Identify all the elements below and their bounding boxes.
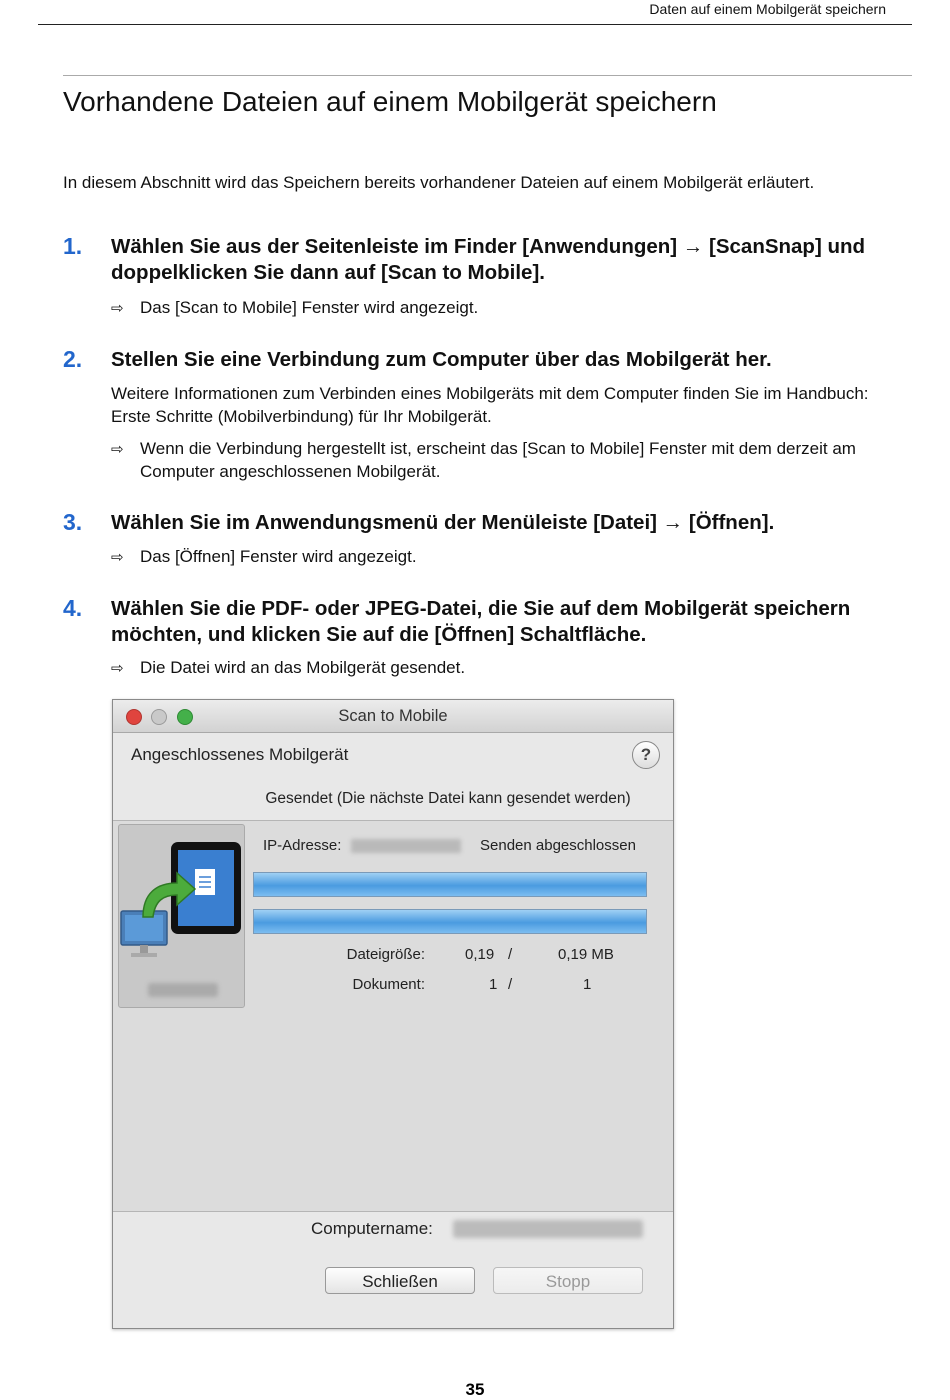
file-size-label: Dateigröße: xyxy=(346,946,425,963)
file-size-sent: 0,19 xyxy=(465,946,495,963)
running-header: Daten auf einem Mobilgerät speichern xyxy=(649,1,886,17)
window-titlebar xyxy=(113,700,673,733)
step-instruction: Wählen Sie im Anwendungsmenü der Menüleiste [Datei] → [Öffnen]. xyxy=(111,511,775,534)
result-arrow-icon: ⇨ xyxy=(111,441,124,458)
progress-bar-total xyxy=(253,909,647,934)
scan-to-mobile-window xyxy=(112,699,674,1329)
device-panel xyxy=(113,820,673,1212)
step-number: 1. xyxy=(63,233,83,259)
device-transfer-icon xyxy=(119,825,244,975)
help-button[interactable]: ? xyxy=(632,741,660,769)
document-separator: / xyxy=(508,976,513,993)
computer-name-value-blurred xyxy=(453,1220,643,1238)
document-total: 1 xyxy=(583,976,592,993)
progress-fill xyxy=(254,873,646,896)
connected-device-label: Angeschlossenes Mobilgerät xyxy=(131,745,349,764)
page-title: Vorhandene Dateien auf einem Mobilgerät speichern xyxy=(63,86,717,117)
window-title: Scan to Mobile xyxy=(338,707,448,725)
progress-fill xyxy=(254,910,646,933)
ip-address-value-blurred xyxy=(351,839,461,853)
step-instruction: Stellen Sie eine Verbindung zum Computer über das Mobilgerät her. xyxy=(111,348,772,371)
document-sent: 1 xyxy=(489,976,498,993)
close-button[interactable]: Schließen xyxy=(325,1267,475,1294)
file-size-total: 0,19 MB xyxy=(558,946,614,963)
step-number: 2. xyxy=(63,346,83,372)
computer-name-label: Computername: xyxy=(311,1219,433,1238)
send-status-message: Gesendet (Die nächste Datei kann gesendet werden) xyxy=(265,790,631,807)
step-number: 3. xyxy=(63,509,83,535)
document-label: Dokument: xyxy=(352,976,425,993)
step-number: 4. xyxy=(63,595,83,621)
title-rule xyxy=(63,75,912,76)
device-name-blurred xyxy=(148,983,218,997)
progress-bar-file xyxy=(253,872,647,897)
result-arrow-icon: ⇨ xyxy=(111,549,124,566)
result-arrow-icon: ⇨ xyxy=(111,300,124,317)
result-arrow-icon: ⇨ xyxy=(111,660,124,677)
ip-address-label: IP-Adresse: xyxy=(263,837,342,854)
stop-button[interactable]: Stopp xyxy=(493,1267,643,1294)
step-note: Weitere Informationen zum Verbinden eines Mobilgeräts mit dem Computer finden Sie im Handbuch: Erste Schritte (Mobilverbindung) für Ihr Mobilgerät. xyxy=(111,384,869,426)
transfer-status: Senden abgeschlossen xyxy=(480,837,636,854)
intro-text: In diesem Abschnitt wird das Speichern bereits vorhandener Dateien auf einem Mobilgerät erläutert. xyxy=(63,173,815,192)
header-rule xyxy=(38,24,912,25)
page-number: 35 xyxy=(465,1380,485,1399)
device-tile[interactable] xyxy=(118,824,245,1008)
file-size-separator: / xyxy=(508,946,513,963)
step-instruction: Wählen Sie die PDF- oder JPEG-Datei, die Sie auf dem Mobilgerät speichern möchten, und klicken Sie auf die [Öffnen] Schaltfläche. xyxy=(111,597,851,646)
step-instruction: Wählen Sie aus der Seitenleiste im Finder [Anwendungen] → [ScanSnap] und doppelklicken Sie dann auf [Scan to Mobile]. xyxy=(111,235,866,284)
